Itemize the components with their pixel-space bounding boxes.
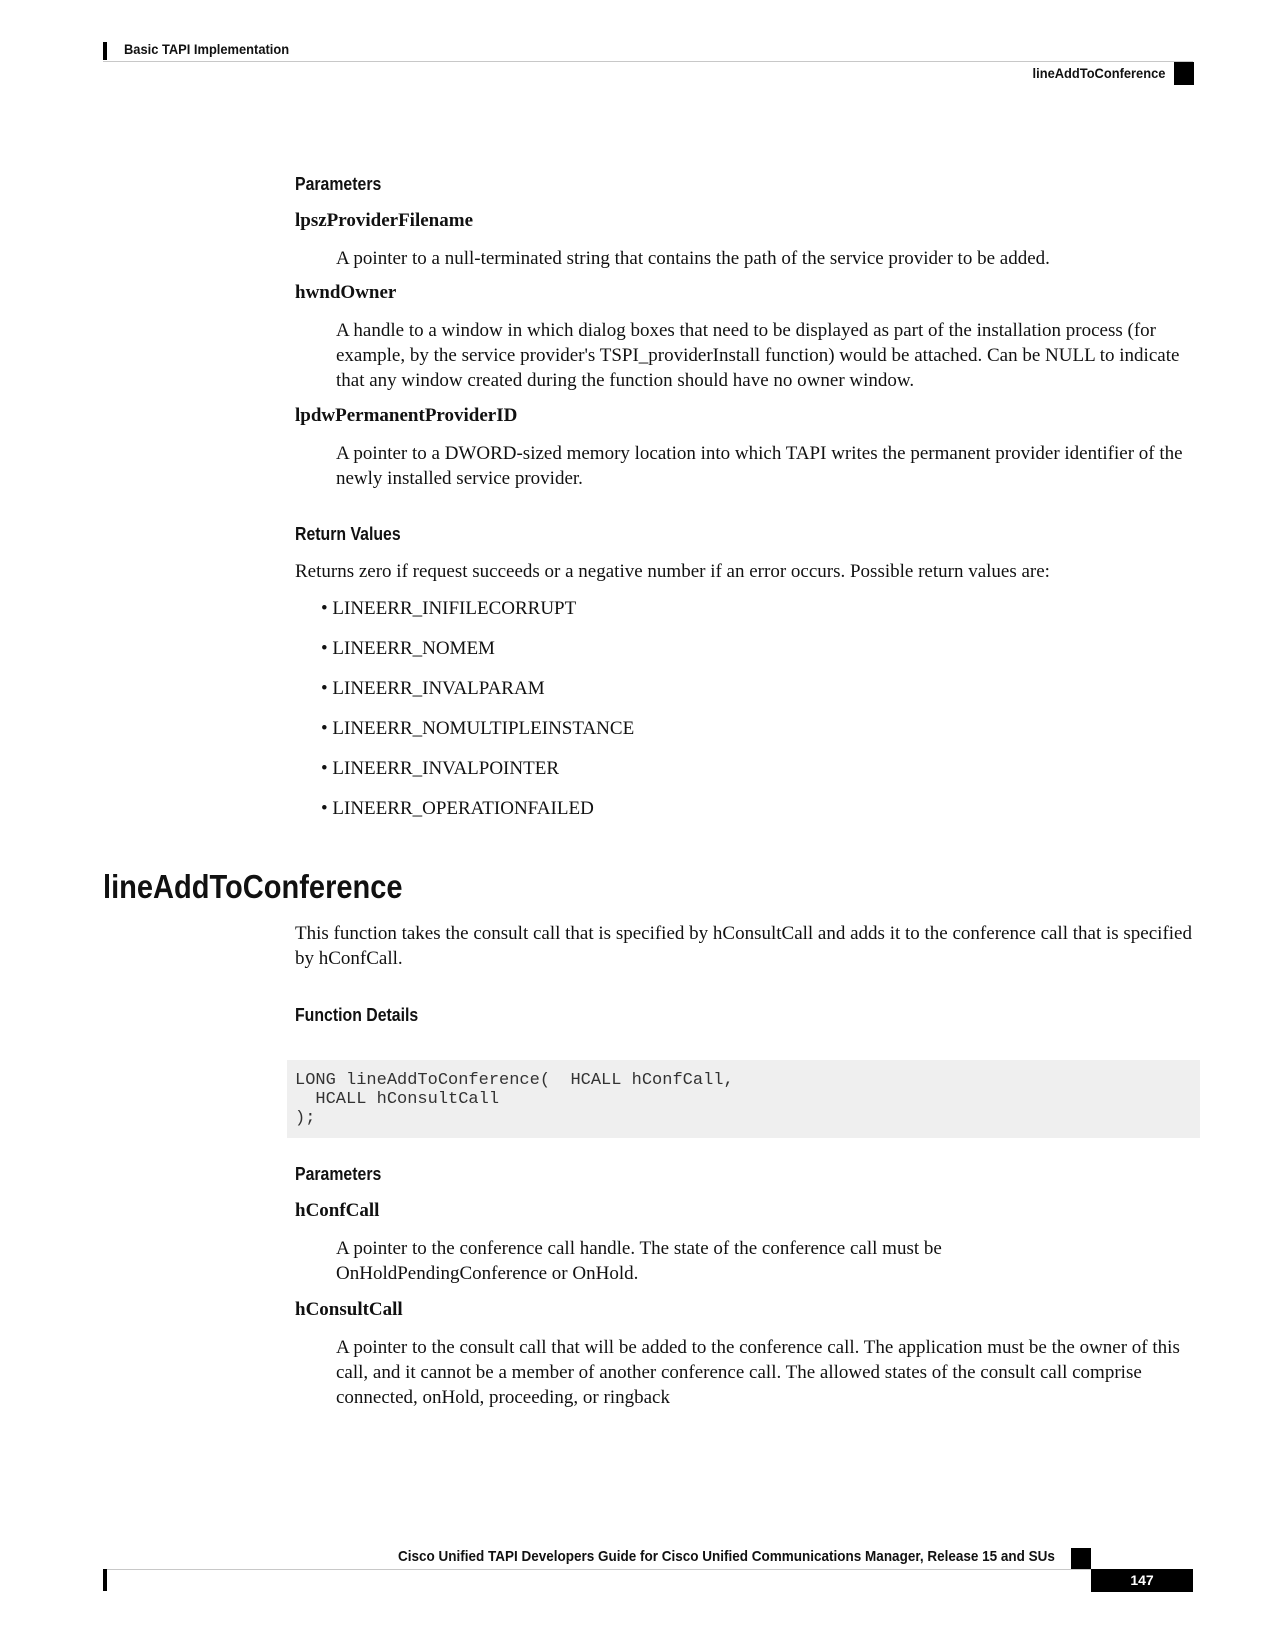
list-item: • LINEERR_OPERATIONFAILED [321,798,594,819]
return-values-intro: Returns zero if request succeeds or a negative number if an error occurs. Possible return values are: [295,561,1050,582]
code-text: LONG lineAddToConference( HCALL hConfCall, HCALL hConsultCall ); [295,1071,734,1128]
param-description: A handle to a window in which dialog boxes that need to be displayed as part of the installation process (for example, by the service provider's TSPI_providerInstall function) would be attached. Can be NULL to indicate that any window created during the function should have no owner window. [336,320,1180,391]
param-name: hConfCall [295,1200,380,1221]
list-item: • LINEERR_INIFILECORRUPT [321,598,577,619]
footer-rule [103,1569,1193,1570]
header-block-marker [1174,62,1194,85]
section-intro: This function takes the consult call that is specified by hConsultCall and adds it to the conference call that is specified by hConfCall. [295,923,1192,969]
header-topic-title: lineAddToConference [1032,65,1165,81]
return-values-heading: Return Values [295,524,401,544]
param-name: lpszProviderFilename [295,210,474,231]
list-item: • LINEERR_NOMULTIPLEINSTANCE [321,718,635,739]
param-description: A pointer to the consult call that will be added to the conference call. The application must be the owner of this call, and it cannot be a member of another conference call. The allowed states of the consult call comprise connected, onHold, proceeding, or ringback [336,1337,1180,1408]
param-description: A pointer to a DWORD-sized memory location into which TAPI writes the permanent provider identifier of the newly installed service provider. [336,443,1183,489]
section-title: lineAddToConference [103,868,403,905]
footer-block-marker [1071,1548,1091,1570]
footer-bar-marker [103,1569,107,1591]
param-description: A pointer to the conference call handle. The state of the conference call must be OnHoldPendingConference or OnHold. [336,1238,942,1284]
param-name: lpdwPermanentProviderID [295,405,518,426]
header-bar-marker [103,42,107,60]
page-number: 147 [1091,1569,1193,1592]
parameters-heading: Parameters [295,1164,382,1184]
code-block [287,1060,1200,1138]
parameters-heading: Parameters [295,174,382,194]
header-section-title: Basic TAPI Implementation [124,41,290,57]
function-details-heading: Function Details [295,1005,419,1025]
header-rule [103,61,1193,62]
param-description: A pointer to a null-terminated string that contains the path of the service provider to be added. [336,248,1050,269]
list-item: • LINEERR_INVALPARAM [321,678,545,699]
list-item: • LINEERR_INVALPOINTER [321,758,559,779]
param-name: hConsultCall [295,1299,403,1320]
param-name: hwndOwner [295,282,397,303]
list-item: • LINEERR_NOMEM [321,638,495,659]
footer-book-title: Cisco Unified TAPI Developers Guide for Cisco Unified Communications Manager, Release 15 and SUs [398,1548,1055,1565]
